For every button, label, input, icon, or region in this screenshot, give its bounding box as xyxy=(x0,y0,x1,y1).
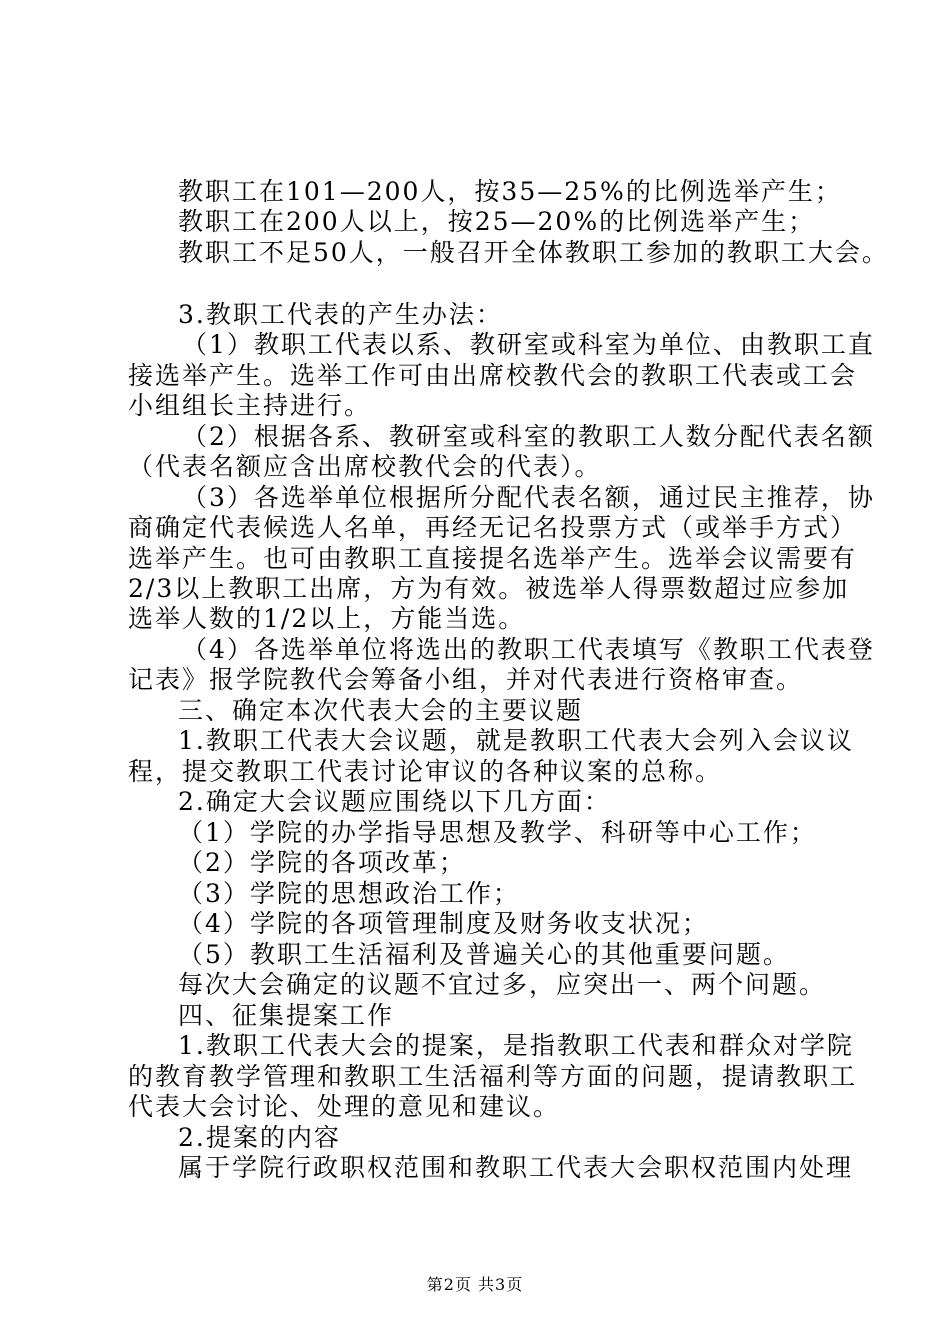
page-number-footer: 第2页 共3页 xyxy=(426,1275,524,1294)
list-item: （5）教职工生活福利及普遍关心的其他重要问题。 xyxy=(178,940,790,969)
text-line: （代表名额应含出席校教代会的代表）。 xyxy=(128,452,602,481)
text-line: 教职工在200人以上，按25—20%的比例选举产生； xyxy=(178,207,816,236)
section-heading: 四、征集提案工作 xyxy=(178,1001,395,1030)
text-line: 接选举产生。选举工作可由出席校教代会的教职工代表或工会 xyxy=(128,361,858,390)
text-line: （4）各选举单位将选出的教职工代表填写《教职工代表登 xyxy=(182,635,875,664)
text-line: （3）各选举单位根据所分配代表名额，通过民主推荐，协 xyxy=(182,483,875,512)
list-item: （3）学院的思想政治工作； xyxy=(178,879,520,908)
section-heading: 3.教职工代表的产生办法： xyxy=(178,300,503,329)
text-line: 1.教职工代表大会议题，就是教职工代表大会列入会议议 xyxy=(178,726,854,755)
text-line: 程，提交教职工代表讨论审议的各种议案的总称。 xyxy=(128,757,723,786)
list-item: （4）学院的各项管理制度及财务收支状况； xyxy=(178,909,709,938)
text-line: 属于学院行政职权范围和教职工代表大会职权范围内处理 xyxy=(178,1153,854,1182)
text-line: 记表》报学院教代会筹备小组，并对代表进行资格审查。 xyxy=(128,665,804,694)
section-heading: 2.提案的内容 xyxy=(178,1123,341,1152)
text-line: 选举产生。也可由教职工直接提名选举产生。选举会议需要有 xyxy=(128,544,858,573)
text-line: 教职工不足50人，一般召开全体教职工参加的教职工大会。 xyxy=(178,238,889,267)
text-line: 的教育教学管理和教职工生活福利等方面的问题，提请教职工 xyxy=(128,1062,858,1091)
text-line: 小组组长主持进行。 xyxy=(128,391,372,420)
list-item: （2）学院的各项改革； xyxy=(178,848,466,877)
text-line: 教职工在101—200人，按35—25%的比例选举产生； xyxy=(178,177,842,206)
text-line: 每次大会确定的议题不宜过多，应突出一、两个问题。 xyxy=(178,970,827,999)
section-heading: 三、确定本次代表大会的主要议题 xyxy=(178,696,584,725)
text-line: 选举人数的1/2以上，方能当选。 xyxy=(128,604,526,633)
text-line: 2/3以上教职工出席，方为有效。被选举人得票数超过应参加 xyxy=(128,574,850,603)
text-line: （2）根据各系、教研室或科室的教职工人数分配代表名额 xyxy=(182,422,875,451)
text-line: 商确定代表候选人名单，再经无记名投票方式（或举手方式） xyxy=(128,513,858,542)
text-line: 代表大会讨论、处理的意见和建议。 xyxy=(128,1092,561,1121)
list-item: （1）学院的办学指导思想及教学、科研等中心工作； xyxy=(178,818,817,847)
text-line: 1.教职工代表大会的提案，是指教职工代表和群众对学院 xyxy=(178,1031,854,1060)
text-line: 2.确定大会议题应围绕以下几方面： xyxy=(178,787,611,816)
text-line: （1）教职工代表以系、教研室或科室为单位、由教职工直 xyxy=(182,330,875,359)
